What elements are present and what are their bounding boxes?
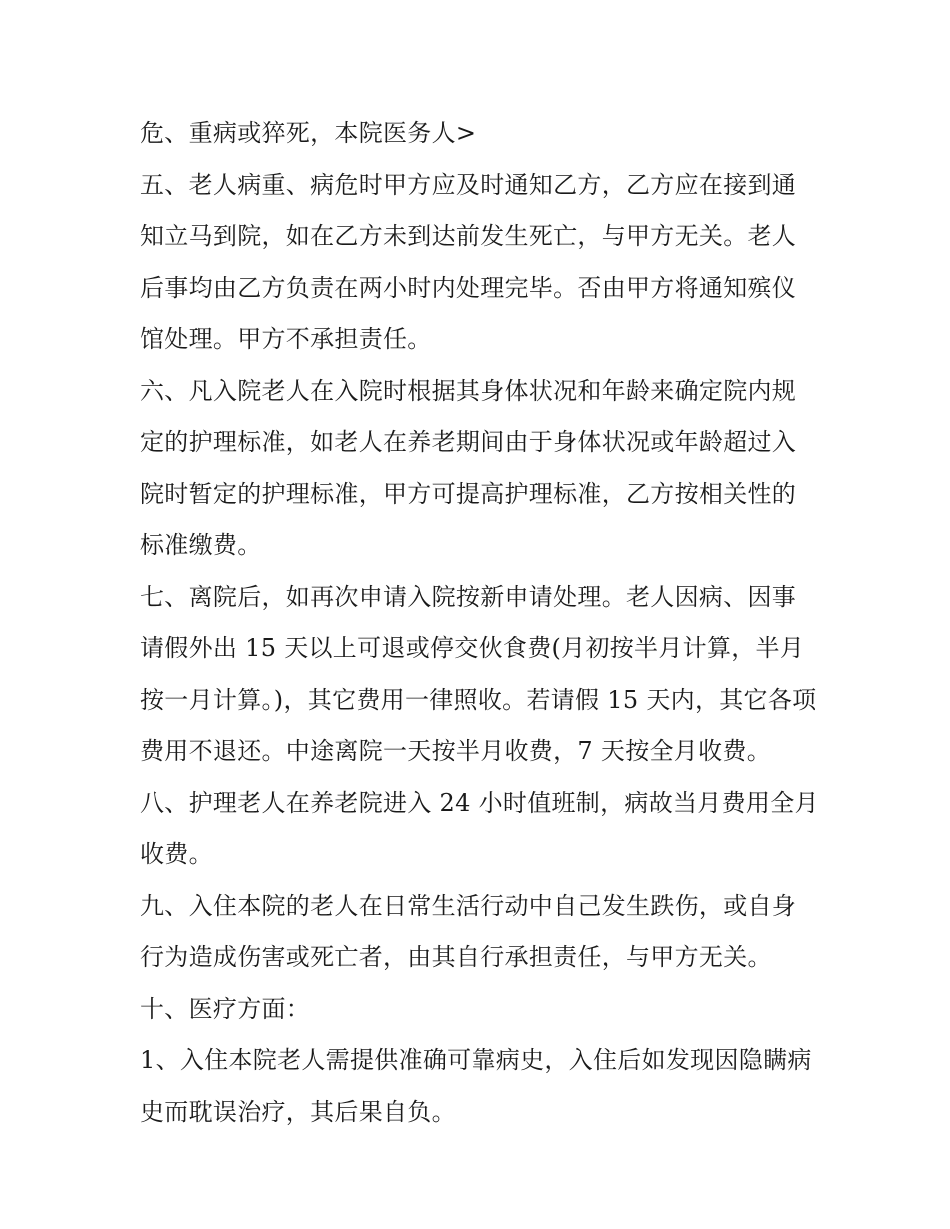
paragraph-5: 五、老人病重、病危时甲方应及时通知乙方，乙方应在接到通知立马到院，如在乙方未到达前发生死亡，与甲方无关。老人后事均由乙方负责在两小时内处理完毕。否由甲方将通知殡仪馆处理。甲方不承担责任。: [140, 170, 797, 353]
paragraph-9: 九、入住本院的老人在日常生活行动中自己发生跌伤，或自身行为造成伤害或死亡者，由其自行承担责任，与甲方无关。: [140, 891, 797, 971]
paragraph-8: 八、护理老人在养老院进入 24 小时值班制，病故当月费用全月收费。: [140, 788, 819, 868]
paragraph-medical-1: 1、入住本院老人需提供准确可靠病史，入住后如发现因隐瞒病史而耽误治疗，其后果自负。: [140, 1046, 812, 1126]
paragraph-1: 危、重病或猝死，本院医务人>: [140, 119, 477, 147]
paragraph-7: 七、离院后，如再次申请入院按新申请处理。老人因病、因事请假外出 15 天以上可退或停交伙食费(月初按半月计算，半月按一月计算。)，其它费用一律照收。若请假 15 天内，其它各项费用不退还。中途离院一天按半月收费，7 天按全月收费。: [140, 582, 817, 765]
document-body: [140, 108, 820, 1138]
paragraph-6: 六、凡入院老人在入院时根据其身体状况和年龄来确定院内规定的护理标准，如老人在养老期间由于身体状况或年龄超过入院时暂定的护理标准，甲方可提高护理标准，乙方按相关性的标准缴费。: [140, 376, 797, 559]
paragraph-10: 十、医疗方面：: [140, 994, 311, 1023]
